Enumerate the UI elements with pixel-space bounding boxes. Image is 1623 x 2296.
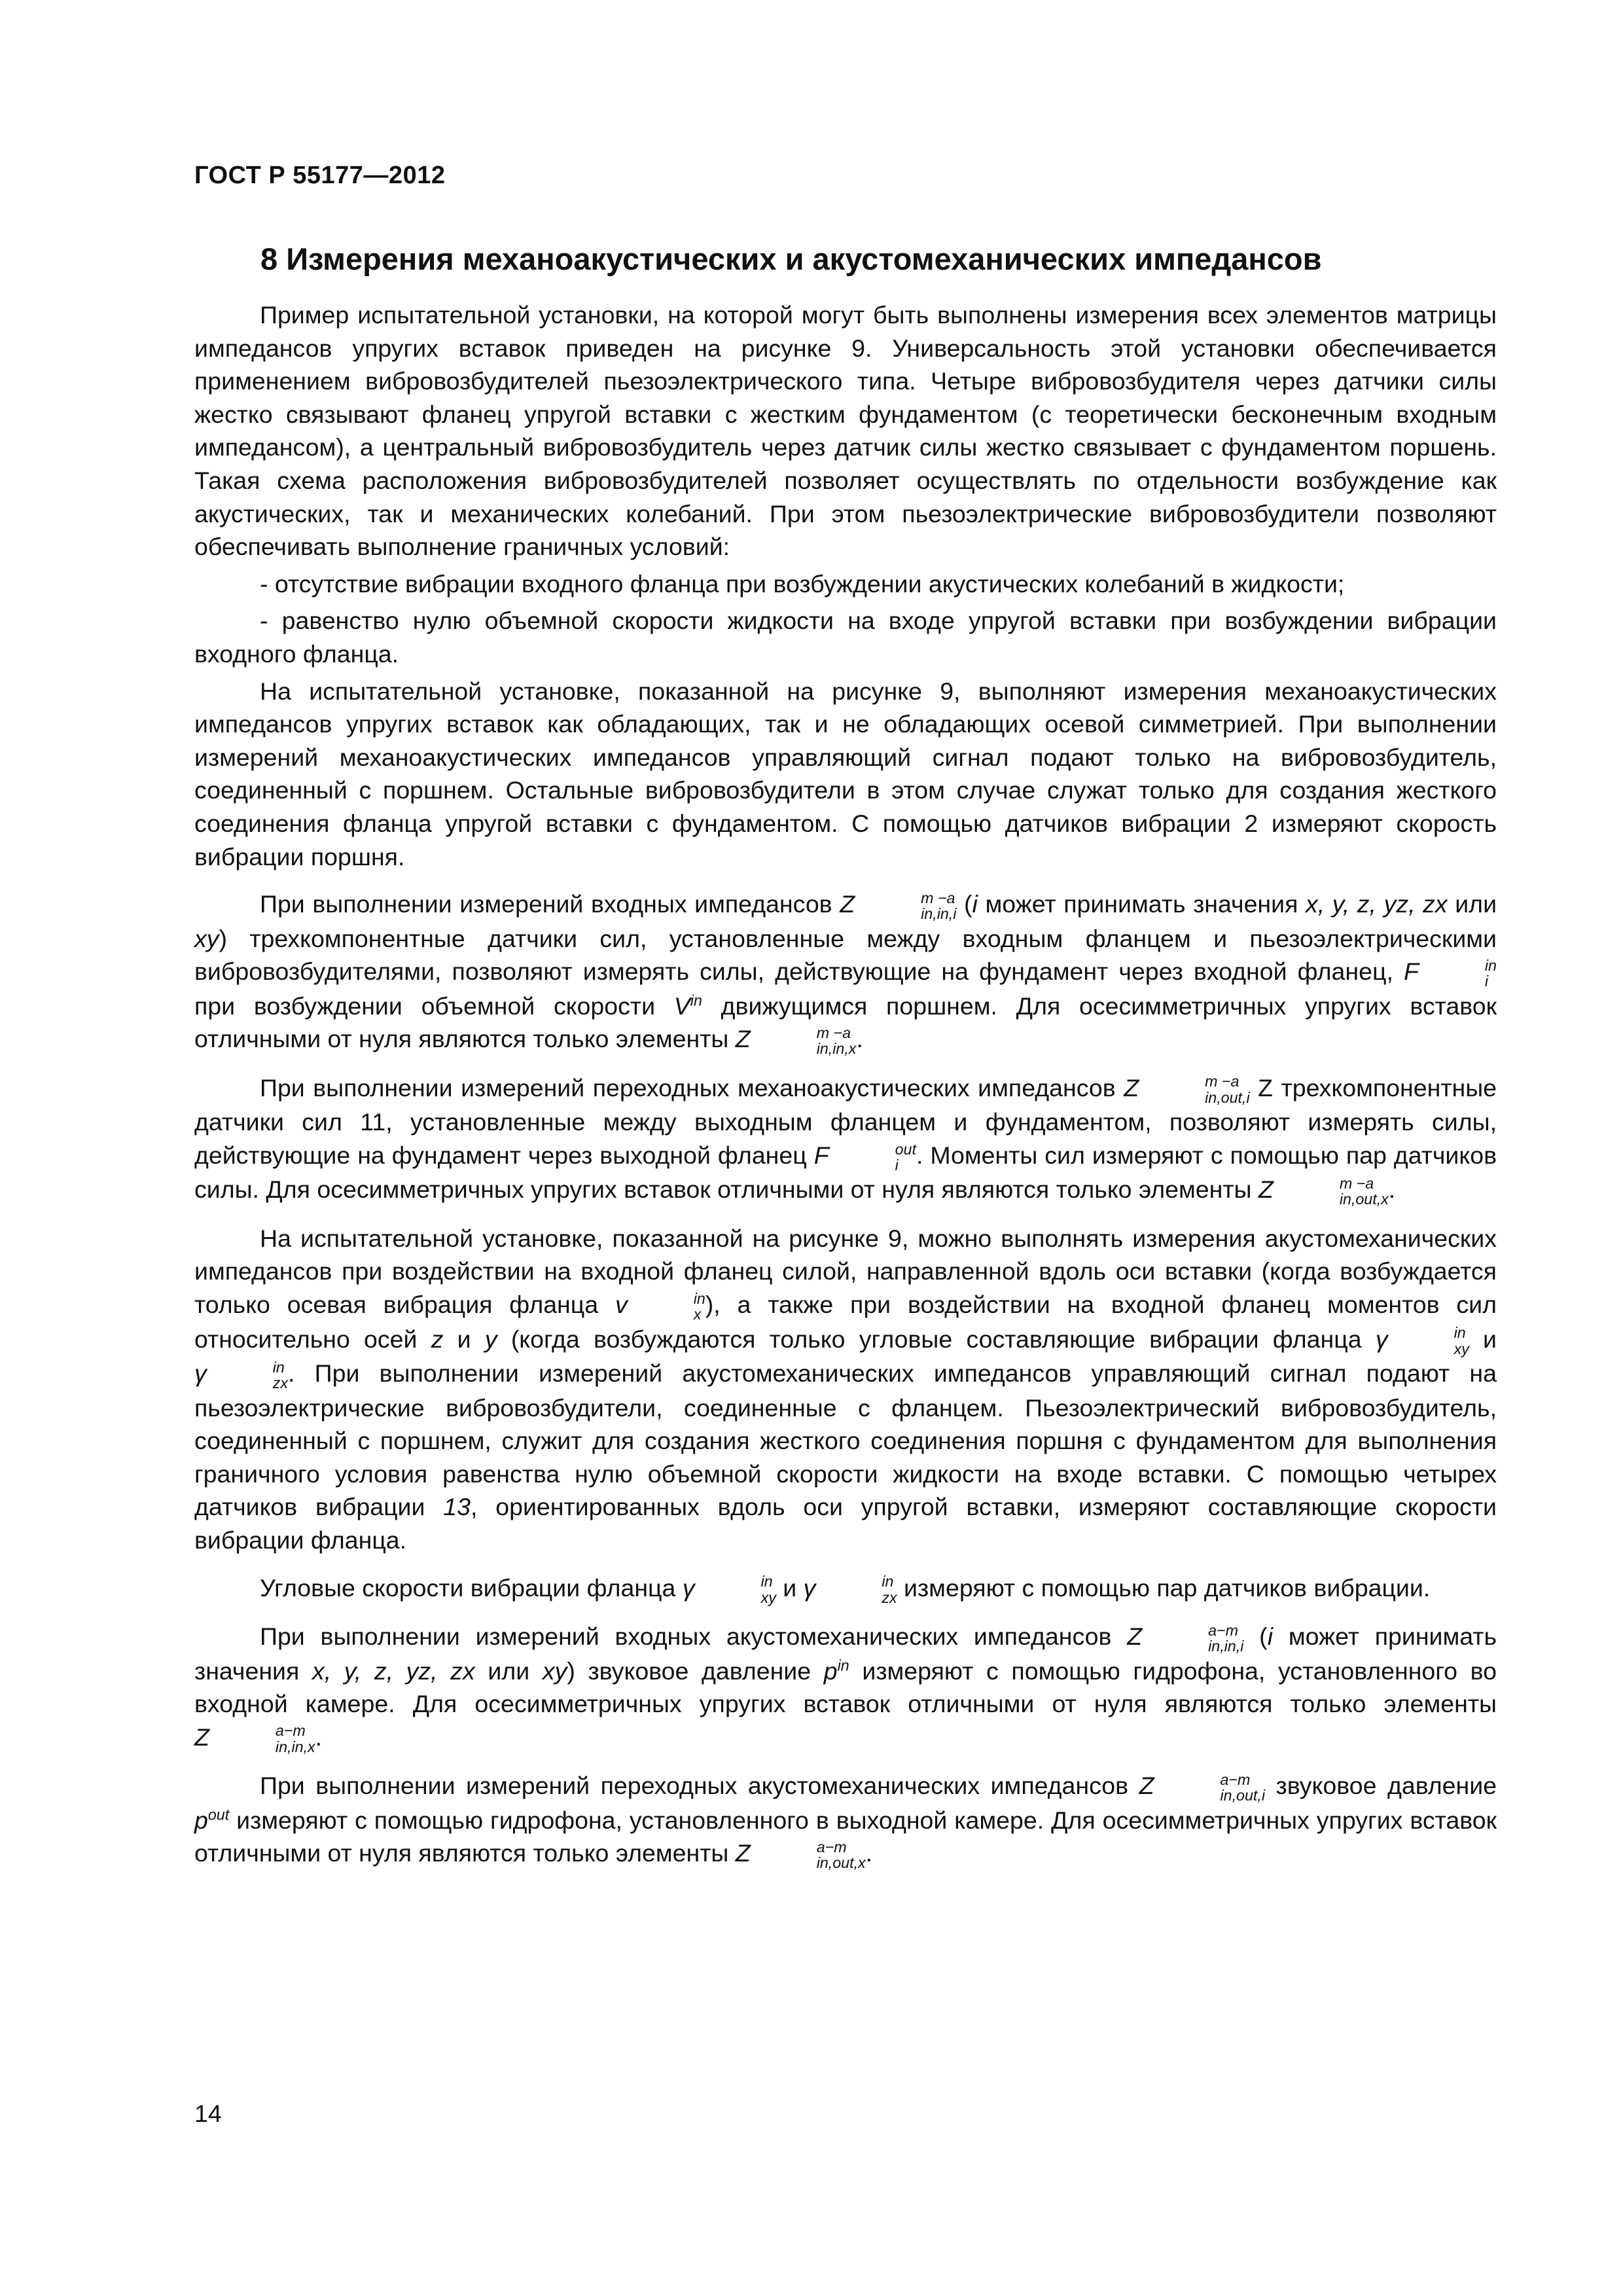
paragraph-angular-velocity: Угловые скорости вибрации фланца γ in xy и γ in zx измеряют с помощью пар датчиков вибрации.: [260, 1573, 1431, 1606]
paragraph-input-acoustomechanic: При выполнении измерений входных акустомеханических импедансов Z a−m in,in,i (i может принимать значения x, y, z, yz, zx или xy) звуковое давление $p^{in}$ измеряют с помощью гидрофона, установленного во входной камере. Для осесимметричных упругих вставок отличными от нуля являются только элементы Z a−m in,in,x .: [194, 1621, 1497, 1755]
document-id: ГОСТ Р 55177—2012: [194, 162, 446, 189]
paragraph-transfer-mechanoacoustic: При выполнении измерений переходных механоакустических импедансов Z m −a in,out,i Z трехкомпонентные датчики сил 11, установленные между выходным фланцем и фундаментом, позволяют измерять силы, действующие на фундамент через выходной фланец F out i . Моменты сил измеряют с помощью пар датчиков силы. Для осесимметричных упругих вставок отличными от нуля являются только элементы Z m −a in,out,x .: [194, 1073, 1497, 1208]
formula-gamma-zx: γ in zx: [194, 1358, 288, 1392]
formula-z-in-out-x: Z m −a in,out,x: [1258, 1175, 1389, 1208]
formula-f-i-in: F in i: [1403, 956, 1497, 990]
formula-z-am-in-out-x: Z a−m in,out,x: [735, 1839, 866, 1872]
formula-p-in: $p^{in}$: [823, 1657, 849, 1685]
page-number: 14: [194, 2100, 222, 2127]
body-text: [194, 298, 1497, 1875]
formula-z-am-in-in-i: Z a−m in,in,i: [1127, 1621, 1244, 1655]
formula-gamma-xy: γ in xy: [682, 1573, 776, 1606]
list-item: - равенство нулю объемной скорости жидкости на входе упругой вставки при возбуждении вибрации входного фланца.: [194, 607, 1497, 668]
formula-z-in-in-i: Z m −a in,in,i: [840, 889, 957, 923]
section-title: 8 Измерения механоакустических и акустомеханических импедансов: [260, 242, 1322, 276]
formula-v-in: $V^{in}$: [673, 992, 702, 1020]
formula-z-am-in-out-i: Z a−m in,out,i: [1139, 1770, 1266, 1804]
paragraph-acoustomechanic: На испытательной установке, показанной на рисунке 9, можно выполнять измерения акустомеханических импедансов при воздействии на входной фланец силой, направленной вдоль оси вставки (когда возбуждается только осевая вибрация фланца v in x ), а также при воздействии на входной фланец моментов сил относительно осей z и y (когда возбуждаются только угловые составляющие вибрации фланца γ in xy и γ in zx . При выполнении измерений акустомеханических импедансов управляющий сигнал подают на пьезоэлектрические вибровозбудители, соединенные с фланцем. Пьезоэлектрический вибровозбудитель, соединенный с поршнем, служит для создания жесткого соединения поршня с фундаментом для выполнения граничного условия равенства нулю объемной скорости жидкости на входе вставки. С помощью четырех датчиков вибрации 13, ориентированных вдоль оси упругой вставки, измеряют составляющие скорости вибрации фланца.: [194, 1224, 1497, 1554]
formula-gamma-xy: γ in xy: [1375, 1324, 1469, 1357]
list-item: - отсутствие вибрации входного фланца при возбуждении акустических колебаний в жидкости;: [260, 569, 1345, 598]
paragraph-transfer-acoustomechanic: При выполнении измерений переходных акустомеханических импедансов Z a−m in,out,i звуковое давление $p^{out}$ измеряют с помощью гидрофона, установленного в выходной камере. Для осесимметричных упругих вставок отличными от нуля являются только элементы Z a−m in,out,x .: [194, 1770, 1497, 1872]
formula-gamma-zx: γ in zx: [803, 1573, 897, 1606]
paragraph-test-setup: Пример испытательной установки, на которой могут быть выполнены измерения всех элементов матрицы импедансов упругих вставок приведен на рисунке 9. Универсальность этой установки обеспечивается применением вибровозбудителей пьезоэлектрического типа. Четыре вибровозбудителя через датчики силы жестко связывают фланец упругой вставки с жестким фундаментом (с теоретически бесконечным входным импедансом), а центральный вибровозбудитель через датчик силы жестко связывает с фундаментом поршень. Такая схема расположения вибровозбудителей позволяет осуществлять по отдельности возбуждение как акустических, так и механических колебаний. При этом пьезоэлектрические вибровозбудители позволяют обеспечивать выполнение граничных условий:: [194, 301, 1497, 561]
formula-z-in-in-x: Z m −a in,in,x: [735, 1024, 857, 1058]
paragraph-mechanoacoustic: На испытательной установке, показанной на рисунке 9, выполняют измерения механоакустических импедансов упругих вставок как обладающих, так и не обладающих осевой симметрией. При выполнении измерений механоакустических импедансов управляющий сигнал подают только на вибровозбудитель, соединенный с поршнем. Остальные вибровозбудители в этом случае служат только для создания жесткого соединения фланца упругой вставки с фундаментом. С помощью датчиков вибрации 2 измеряют скорость вибрации поршня.: [194, 677, 1497, 870]
formula-p-out: $p^{out}$: [194, 1806, 230, 1834]
formula-v-x-in: v in x: [615, 1289, 705, 1323]
formula-z-am-in-in-x: Z a−m in,in,x: [194, 1722, 315, 1755]
formula-z-in-out-i: Z m −a in,out,i: [1124, 1073, 1250, 1106]
formula-f-i-out: F out i: [813, 1140, 916, 1174]
paragraph-input-impedance: При выполнении измерений входных импедансов Z m −a in,in,i (i может принимать значения x, y, z, yz, zx или xy) трехкомпонентные датчики сил, установленные между входным фланцем и пьезоэлектрическими вибровозбудителями, позволяют измерять силы, действующие на фундамент через входной фланец, F in i при возбуждении объемной скорости $V^{in}$ движущимся поршнем. Для осесимметричных упругих вставок отличными от нуля являются только элементы Z m −a in,in,x .: [194, 889, 1497, 1058]
